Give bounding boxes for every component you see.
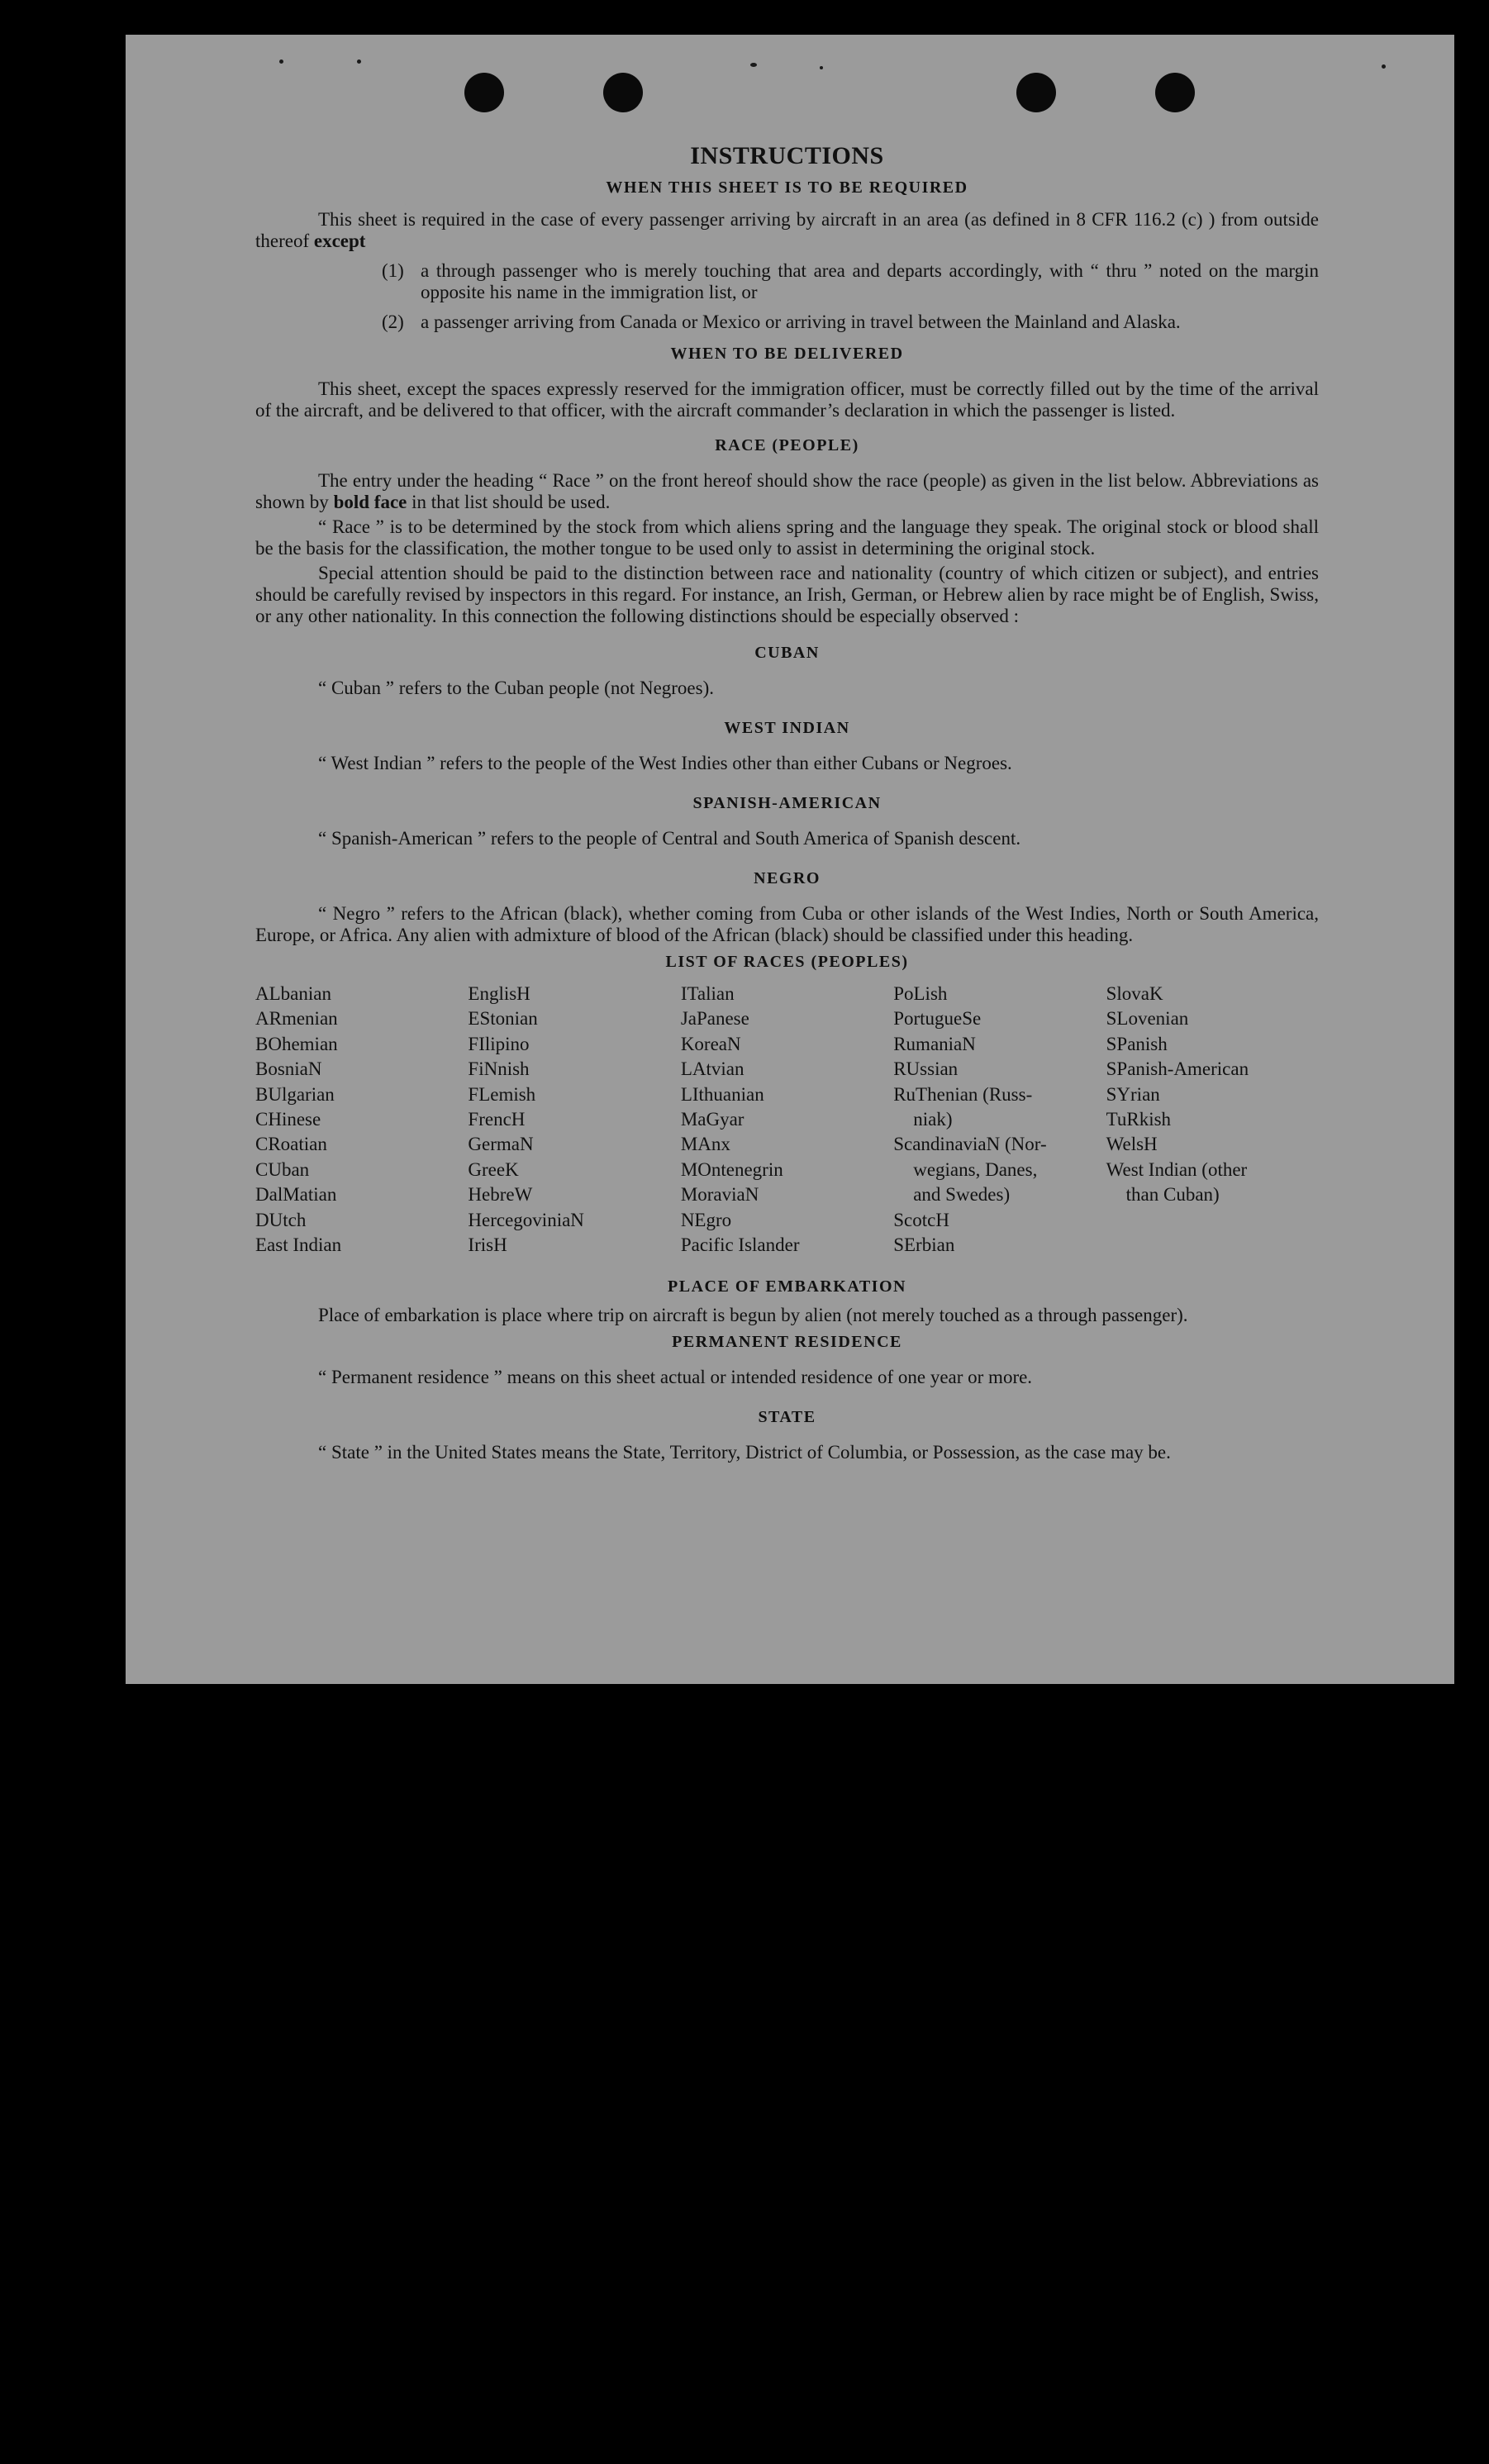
race-item-continued: wegians, Danes, (913, 1158, 1038, 1180)
race-paragraph-2: “ Race ” is to be determined by the stock from which aliens spring and the language they speak. The original stock or blood shall be the basis for the classification, the mother tongue to be used only to assist in determining the original stock. (255, 516, 1319, 559)
document-text (255, 142, 1319, 1463)
punch-hole (603, 73, 643, 112)
race-item: CRoatian (255, 1134, 327, 1155)
race-item: FrencH (468, 1109, 526, 1130)
race-item: HebreW (468, 1184, 533, 1206)
speck (1382, 64, 1386, 69)
race-item: BOhemian (255, 1033, 338, 1054)
race-column-3 (681, 982, 893, 1258)
speck (820, 66, 823, 69)
race-item: TuRkish (1106, 1109, 1172, 1130)
race-item: DUtch (255, 1209, 307, 1230)
race-item: SLovenian (1106, 1008, 1189, 1030)
required-intro: This sheet is required in the case of every passenger arriving by aircraft in an area (as defined in 8 CFR 116.2 (c) ) from outside thereof except (255, 209, 1319, 251)
race-item: EStonian (468, 1008, 538, 1030)
negro-text: “ Negro ” refers to the African (black), whether coming from Cuba or other islands of the West Indies, North or South America, Europe, or Africa. Any alien with admixture of blood of the African (black) should be classified under this heading. (255, 903, 1319, 945)
race-item: EnglisH (468, 983, 530, 1004)
document-page (126, 35, 1454, 1684)
race-item: ScandinaviaN (Nor- (893, 1134, 1047, 1155)
race-item: ALbanian (255, 983, 331, 1004)
west-indian-text: “ West Indian ” refers to the people of the West Indies other than either Cubans or Negroes. (318, 753, 1012, 773)
race-item: GreeK (468, 1158, 519, 1180)
speck (750, 63, 757, 67)
race-item: HercegoviniaN (468, 1209, 584, 1230)
race-item: SPanish (1106, 1033, 1168, 1054)
speck (357, 59, 361, 64)
section-heading-list-of-races: LIST OF RACES (PEOPLES) (665, 953, 909, 971)
section-heading-state: STATE (758, 1408, 816, 1427)
race-item: JaPanese (680, 1008, 749, 1030)
punch-hole (464, 73, 504, 112)
race-paragraph-3: Special attention should be paid to the distinction between race and nationality (country of which citizen or subject), and entries should be carefully revised by inspectors in this regard. For instance, an Irish, German, or Hebrew alien by race might be of English, Swiss, or any other nationality. In this connection the following distinctions should be especially observed : (255, 563, 1319, 626)
race-item: BUlgarian (255, 1083, 335, 1105)
race-item: LIthuanian (680, 1083, 764, 1105)
race-item: DalMatian (255, 1184, 337, 1206)
section-heading-required: WHEN THIS SHEET IS TO BE REQUIRED (606, 178, 968, 197)
race-item: RUssian (893, 1058, 959, 1080)
exception-item-2: (2) a passenger arriving from Canada or Mexico or arriving in travel between the Mainland and Alaska. (382, 312, 1181, 332)
race-item: CUban (255, 1158, 310, 1180)
cuban-text: “ Cuban ” refers to the Cuban people (not Negroes). (318, 678, 715, 698)
race-column-4 (893, 982, 1106, 1258)
race-item: FIlipino (468, 1033, 530, 1054)
punch-hole (1155, 73, 1195, 112)
section-heading-embarkation: PLACE OF EMBARKATION (668, 1277, 906, 1296)
race-column-5 (1106, 982, 1319, 1258)
race-item: Pacific Islander (680, 1234, 800, 1256)
race-column-1 (255, 982, 468, 1258)
race-item: MaGyar (680, 1109, 744, 1130)
race-item: BosniaN (255, 1058, 322, 1080)
exception-item-1: (1) a through passenger who is merely touching that area and departs accordingly, with “ thru ” noted on the margin opposite his name in the immigration list, or (382, 260, 1319, 302)
state-text: “ State ” in the United States means the State, Territory, District of Columbia, or Possession, as the case may be. (318, 1442, 1171, 1463)
page-title: INSTRUCTIONS (690, 142, 884, 169)
race-item: East Indian (255, 1234, 342, 1256)
section-heading-delivered: WHEN TO BE DELIVERED (670, 345, 904, 363)
race-item: FiNnish (468, 1058, 530, 1080)
race-item: MoraviaN (680, 1184, 759, 1206)
section-heading-spanish-american: SPANISH-AMERICAN (692, 794, 882, 812)
race-item: PortugueSe (893, 1008, 982, 1030)
race-item: SPanish-American (1106, 1058, 1249, 1080)
race-item-continued: and Swedes) (913, 1184, 1011, 1206)
race-item: GermaN (468, 1134, 534, 1155)
race-item-continued: than Cuban) (1125, 1184, 1220, 1206)
section-heading-cuban: CUBAN (754, 644, 820, 662)
punch-hole (1016, 73, 1056, 112)
delivered-text: This sheet, except the spaces expressly reserved for the immigration officer, must be correctly filled out by the time of the arrival of the aircraft, and be delivered to that officer, with the aircraft commander’s declaration in which the passenger is listed. (255, 378, 1319, 421)
race-item: ARmenian (255, 1008, 338, 1030)
race-item: IrisH (468, 1234, 507, 1256)
race-item: RuThenian (Russ- (893, 1083, 1033, 1105)
race-paragraph-1: The entry under the heading “ Race ” on the front hereof should show the race (people) as given in the list below. Abbreviations as shown by bold face in that list should be used. (255, 470, 1319, 512)
spanish-american-text: “ Spanish-American ” refers to the people of Central and South America of Spanish descent. (318, 828, 1021, 849)
race-item: KoreaN (680, 1033, 741, 1054)
race-item: PoLish (893, 983, 948, 1004)
race-item: SlovaK (1106, 983, 1163, 1004)
race-item-continued: niak) (913, 1109, 953, 1130)
embarkation-text: Place of embarkation is place where trip on aircraft is begun by alien (not merely touched as a through passenger). (318, 1305, 1188, 1326)
section-heading-race: RACE (PEOPLE) (715, 436, 859, 454)
race-item: SErbian (893, 1234, 955, 1256)
race-list (255, 982, 1319, 1258)
section-heading-west-indian: WEST INDIAN (724, 719, 850, 737)
race-item: FLemish (468, 1083, 536, 1105)
race-item: MAnx (680, 1134, 730, 1155)
speck (279, 59, 283, 64)
race-item: SYrian (1106, 1083, 1160, 1105)
race-item: WelsH (1106, 1134, 1158, 1155)
race-item: ITalian (680, 983, 735, 1004)
race-item: RumaniaN (893, 1033, 976, 1054)
race-item: West Indian (other (1106, 1158, 1248, 1180)
section-heading-residence: PERMANENT RESIDENCE (672, 1333, 902, 1352)
race-item: NEgro (680, 1209, 732, 1230)
race-item: LAtvian (680, 1058, 744, 1080)
race-item: ScotcH (893, 1209, 949, 1230)
section-heading-negro: NEGRO (754, 869, 821, 887)
race-item: MOntenegrin (680, 1158, 783, 1180)
race-column-2 (468, 982, 680, 1258)
residence-text: “ Permanent residence ” means on this sheet actual or intended residence of one year or more. (318, 1367, 1033, 1388)
race-item: CHinese (255, 1109, 321, 1130)
